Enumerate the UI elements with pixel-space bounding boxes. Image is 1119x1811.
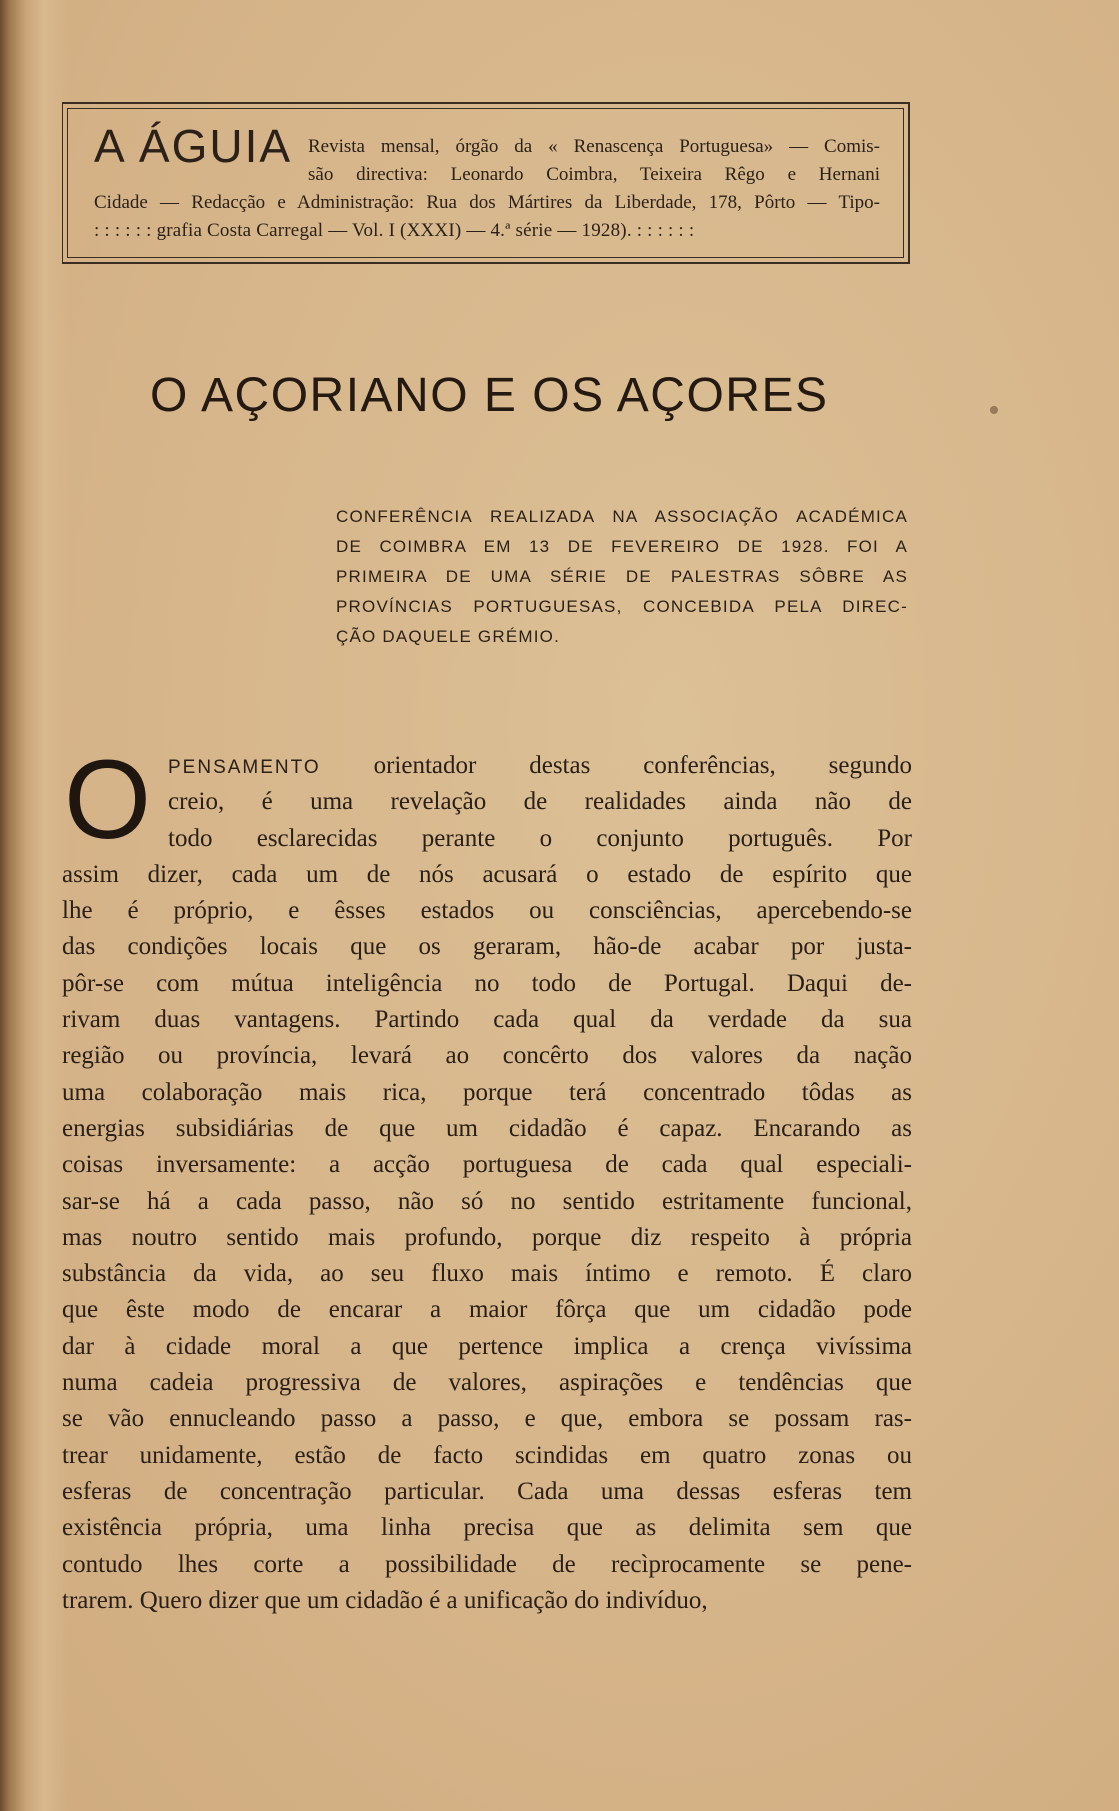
body-line: trarem. Quero dizer que um cidadão é a unificação do indivíduo, — [62, 1586, 708, 1614]
article-title: O AÇORIANO E OS AÇORES — [150, 369, 829, 422]
article-body — [62, 748, 912, 1619]
body-line: se vão ennucleando passo a passo, e que, embora se possam ras- — [62, 1405, 912, 1433]
body-line: existência própria, uma linha precisa que as delimita sem que — [62, 1514, 912, 1542]
masthead-line-3: Cidade — Redacção e Administração: Rua dos Mártires da Liberdade, 178, Pôrto — Tipo- — [94, 192, 880, 213]
first-line-rest: orientador destas conferências, segundo — [373, 752, 913, 779]
masthead-inner-frame — [67, 108, 904, 258]
subtitle-line: ÇÃO DAQUELE GRÉMIO. — [336, 627, 561, 646]
subtitle-line: CONFERÊNCIA REALIZADA NA ASSOCIAÇÃO ACADÉMICA — [336, 507, 908, 526]
body-line: assim dizer, cada um de nós acusará o estado de espírito que — [62, 860, 912, 888]
body-line: todo esclarecidas perante o conjunto português. Por — [168, 824, 912, 852]
lead-word: PENSAMENTO — [168, 757, 321, 778]
masthead-line-1: Revista mensal, órgão da « Renascença Portuguesa» — Comis- — [308, 136, 880, 157]
body-line: substância da vida, ao seu fluxo mais íntimo e remoto. É claro — [62, 1260, 912, 1288]
body-line: esferas de concentração particular. Cada uma dessas esferas tem — [62, 1477, 912, 1505]
body-line: pôr-se com mútua inteligência no todo de Portugal. Daqui de- — [62, 969, 912, 997]
drop-cap: O — [64, 737, 152, 862]
journal-title: A ÁGUIA — [94, 120, 293, 172]
body-line: numa cadeia progressiva de valores, aspirações e tendências que — [62, 1369, 912, 1397]
body-line: região ou província, levará ao concêrto dos valores da nação — [62, 1042, 912, 1070]
body-line: dar à cidade moral a que pertence implica a crença vivíssima — [62, 1332, 912, 1360]
body-line: energias subsidiárias de que um cidadão é capaz. Encarando as — [62, 1114, 912, 1142]
body-line: das condições locais que os geraram, hão-de acabar por justa- — [62, 933, 912, 961]
masthead-line-4: : : : : : : grafia Costa Carregal — Vol. I (XXXI) — 4.ª série — 1928). : : : : : : — [94, 220, 695, 241]
subtitle-line: PRIMEIRA DE UMA SÉRIE DE PALESTRAS SÔBRE AS — [336, 567, 908, 586]
subtitle-line: DE COIMBRA EM 13 DE FEVEREIRO DE 1928. FOI A — [336, 537, 908, 556]
body-line: coisas inversamente: a acção portuguesa de cada qual especiali- — [62, 1151, 912, 1179]
subtitle-line: PROVÍNCIAS PORTUGUESAS, CONCEBIDA PELA DIREC- — [336, 597, 908, 616]
body-line: rivam duas vantagens. Partindo cada qual da verdade da sua — [62, 1006, 912, 1034]
body-line: sar-se há a cada passo, não só no sentido estritamente funcional, — [62, 1187, 912, 1215]
body-line: mas noutro sentido mais profundo, porque diz respeito à própria — [62, 1223, 912, 1251]
body-line: lhe é próprio, e êsses estados ou consciências, apercebendo-se — [62, 897, 912, 925]
body-line: que êste modo de encarar a maior fôrça que um cidadão pode — [62, 1296, 912, 1324]
body-line: uma colaboração mais rica, porque terá concentrado tôdas as — [62, 1078, 912, 1106]
masthead-line-2: são directiva: Leonardo Coimbra, Teixeira Rêgo e Hernani — [308, 164, 880, 185]
paper-stain — [990, 406, 998, 414]
body-line-first — [62, 748, 912, 784]
body-line: contudo lhes corte a possibilidade de recìprocamente se pene- — [62, 1550, 912, 1578]
article-subtitle — [336, 502, 908, 652]
body-line: creio, é uma revelação de realidades ainda não de — [168, 788, 912, 816]
masthead-box — [62, 102, 910, 264]
body-line: trear unidamente, estão de facto scindidas em quatro zonas ou — [62, 1441, 912, 1469]
